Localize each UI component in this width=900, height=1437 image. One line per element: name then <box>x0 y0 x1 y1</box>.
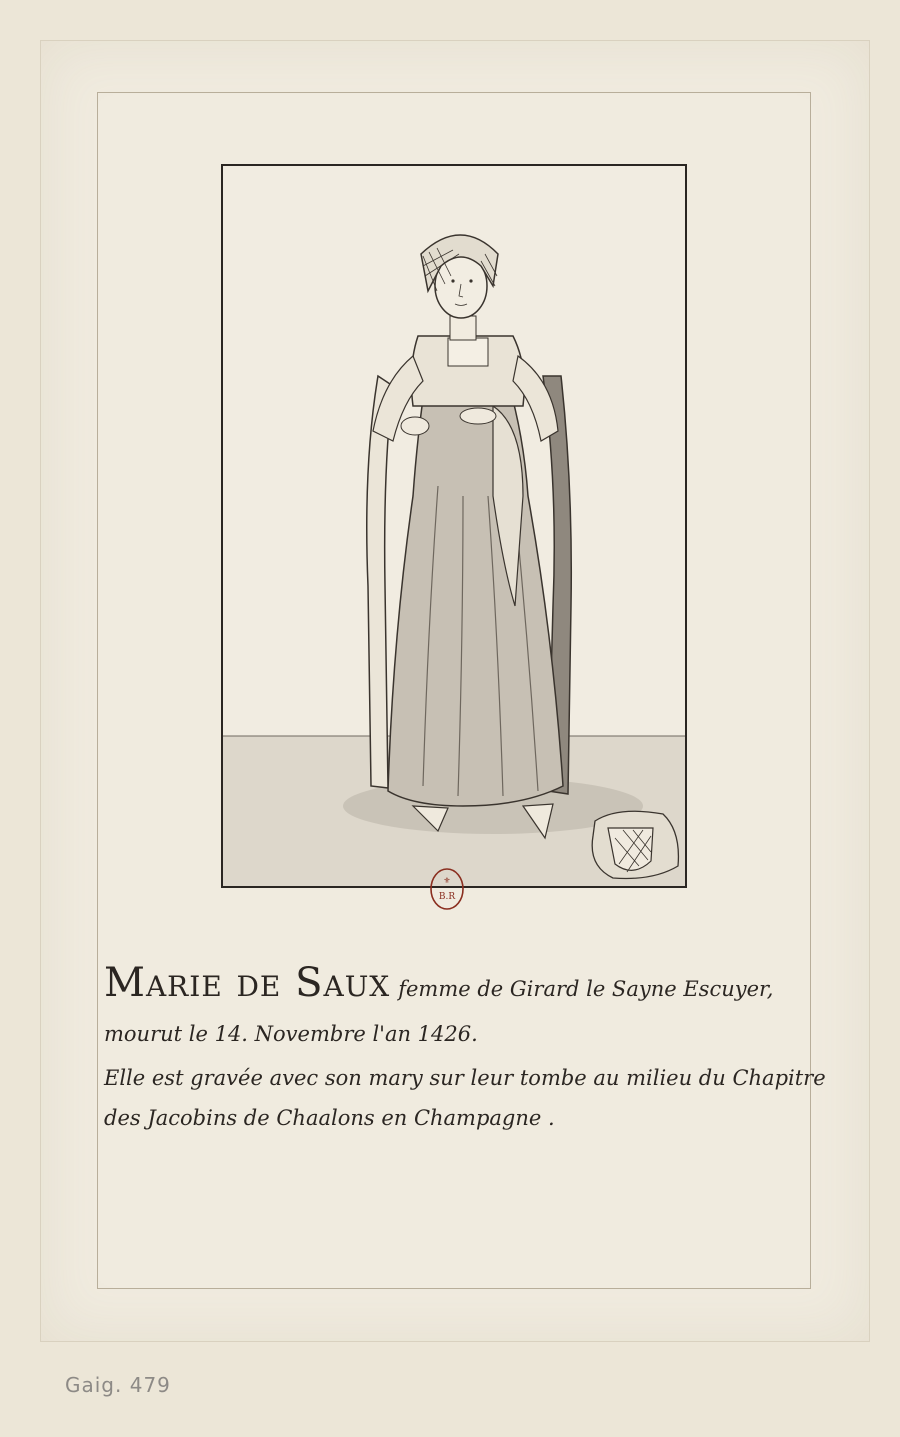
caption-line-1 <box>104 960 773 1006</box>
caption-line-3: Elle est gravée avec son mary sur leur tombe au milieu du Chapitre <box>104 1066 826 1090</box>
shelfmark: Gaig. 479 <box>65 1373 171 1397</box>
illustration-plate <box>221 164 687 888</box>
caption-line-2: mourut le 14. Novembre l'an 1426. <box>104 1022 478 1046</box>
caption-line-4: des Jacobins de Chaalons en Champagne . <box>104 1106 555 1130</box>
title-name: Marie de Saux <box>104 960 391 1006</box>
title-rest: femme de Girard le Sayne Escuyer, <box>398 977 774 1001</box>
figure-drawing <box>223 166 685 886</box>
svg-text:B.R: B.R <box>438 892 456 902</box>
svg-text:⚜: ⚜ <box>443 876 451 885</box>
library-stamp <box>429 867 465 911</box>
